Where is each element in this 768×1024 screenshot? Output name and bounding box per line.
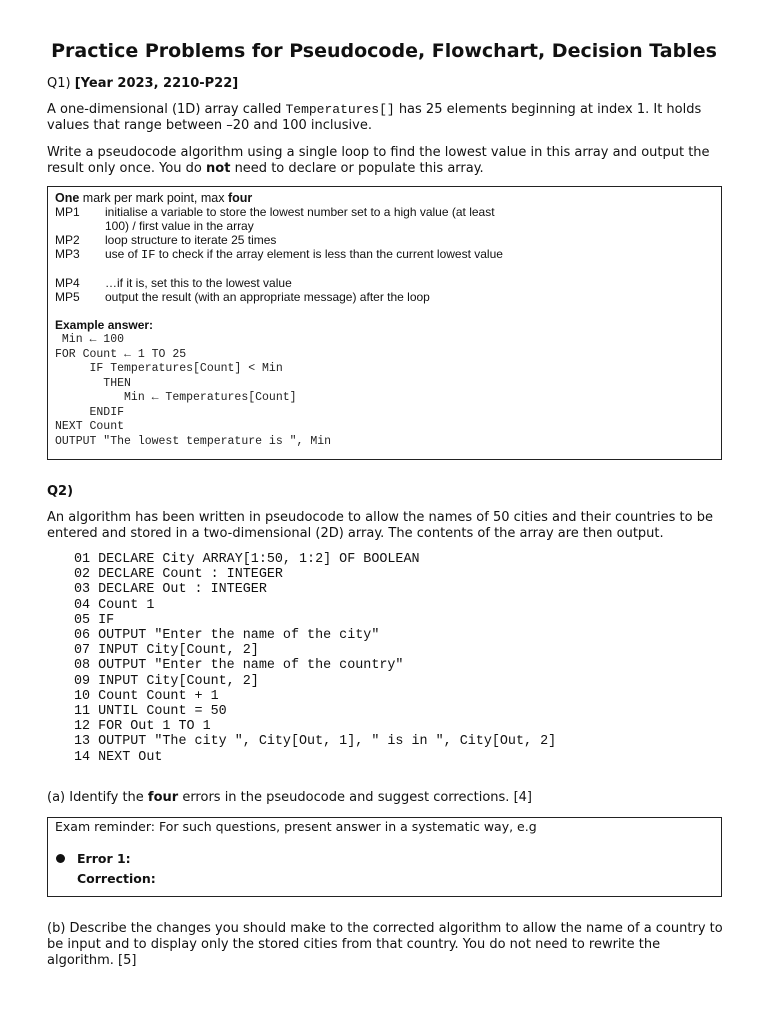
bullet-icon [56,854,65,863]
code-line: 01 DECLARE City ARRAY[1:50, 1:2] OF BOOLEAN [74,552,420,567]
example-code-line: NEXT Count [55,420,125,433]
q1-paragraph-2 [47,145,727,177]
code-line: 09 INPUT City[Count, 2] [74,673,259,689]
exam-reminder-box [47,817,722,897]
q1-para1-text-b: has 25 elements beginning at index 1. It holds values that range between –20 and 100 inclusive. [47,102,702,133]
code-line: 04 Count 1 [74,597,155,613]
q1-array-name: Temperatures[] [285,102,395,117]
example-code-line: THEN [55,377,131,390]
page-title: Practice Problems for Pseudocode, Flowchart, Decision Tables [51,40,717,62]
q2-code-block [74,552,556,765]
q1-para2-bold: not [206,161,231,176]
mark-point-mp2-code: MP2 [55,233,80,247]
part-a-text-a: (a) Identify the [47,790,148,805]
code-line: 13 OUTPUT "The city ", City[Out, 1], " is in ", City[Out, 2] [74,734,557,750]
q2-intro: An algorithm has been written in pseudocode to allow the names of 50 cities and their countries to be entered and stored in a two-dimensional (2D) array. The contents of the array are then output. [47,510,713,541]
example-code-line: FOR Count ← 1 TO 25 [55,348,187,361]
mark-point-mp5-code: MP5 [55,290,80,304]
mp3-if-keyword: IF [141,248,156,262]
example-code-line: IF Temperatures[Count] < Min [55,362,283,375]
q2-part-b: (b) Describe the changes you should make to the corrected algorithm to allow the name of a country to be input and to display only the stored cities from that country. You do not need to rewrite the algorithm. [5] [47,921,723,968]
q2-label: Q2) [47,484,74,499]
code-line: 07 INPUT City[Count, 2] [74,643,259,659]
code-line: 10 Count Count + 1 [74,688,219,704]
mark-point-mp4-text: …if it is, set this to the lowest value [105,276,292,290]
mark-point-mp3-code: MP3 [55,247,80,261]
example-answer-label: Example answer: [55,318,154,332]
mark-point-mp5-text: output the result (with an appropriate message) after the loop [105,290,430,304]
error-label: Error 1: [77,851,131,866]
example-code-line: Min ← Temperatures[Count] [55,391,297,404]
code-line: 05 IF [74,612,115,628]
code-line: 11 UNTIL Count = 50 [74,704,227,720]
example-code-line: ENDIF [55,406,125,419]
mp3-text-a: use of [105,247,142,261]
q1-para2-text-a: Write a pseudocode algorithm using a single loop to find the lowest value in this array and output the result only once. You do [47,145,710,176]
code-line: 06 OUTPUT "Enter the name of the city" [74,628,380,644]
mark-point-mp2-text: loop structure to iterate 25 times [105,233,277,247]
example-code-line: Min ← 100 [55,333,125,346]
exam-reminder-text: Exam reminder: For such questions, present answer in a systematic way, e.g [55,819,537,834]
mark-point-mp3-text [105,247,510,262]
code-line: 03 DECLARE Out : INTEGER [74,582,267,598]
example-code-line: OUTPUT "The lowest temperature is ", Min [55,435,332,448]
code-line: 08 OUTPUT "Enter the name of the country" [74,658,404,674]
q1-para1-text-a: A one-dimensional (1D) array called [47,102,286,117]
header-four: four [227,191,253,205]
code-line: 02 DECLARE Count : INTEGER [74,567,283,583]
q1-label [47,76,727,92]
mark-scheme-box [47,186,722,460]
header-one: One [55,191,80,205]
q1-para2-text-b: need to declare or populate this array. [230,161,484,176]
q1-source: [Year 2023, 2210-P22] [74,76,239,91]
mark-point-mp1-code: MP1 [55,205,80,219]
header-mid: mark per mark point, max [79,191,228,205]
correction-label: Correction: [77,871,156,886]
part-a-text-b: errors in the pseudocode and suggest corrections. [4] [178,790,532,805]
q1-paragraph-1 [47,102,727,134]
mark-point-mp1-text: initialise a variable to store the lowest number set to a high value (at least 100) / first value in the array [105,205,495,233]
code-line: 12 FOR Out 1 TO 1 [74,719,211,735]
q2-part-a [47,790,727,806]
code-line: 14 NEXT Out [74,749,163,765]
part-a-bold: four [147,790,179,805]
q1-number: Q1) [47,76,75,91]
mark-scheme-header [55,191,252,205]
mp3-text-b: to check if the array element is less than the current lowest value [155,247,503,261]
mark-point-mp4-code: MP4 [55,276,80,290]
